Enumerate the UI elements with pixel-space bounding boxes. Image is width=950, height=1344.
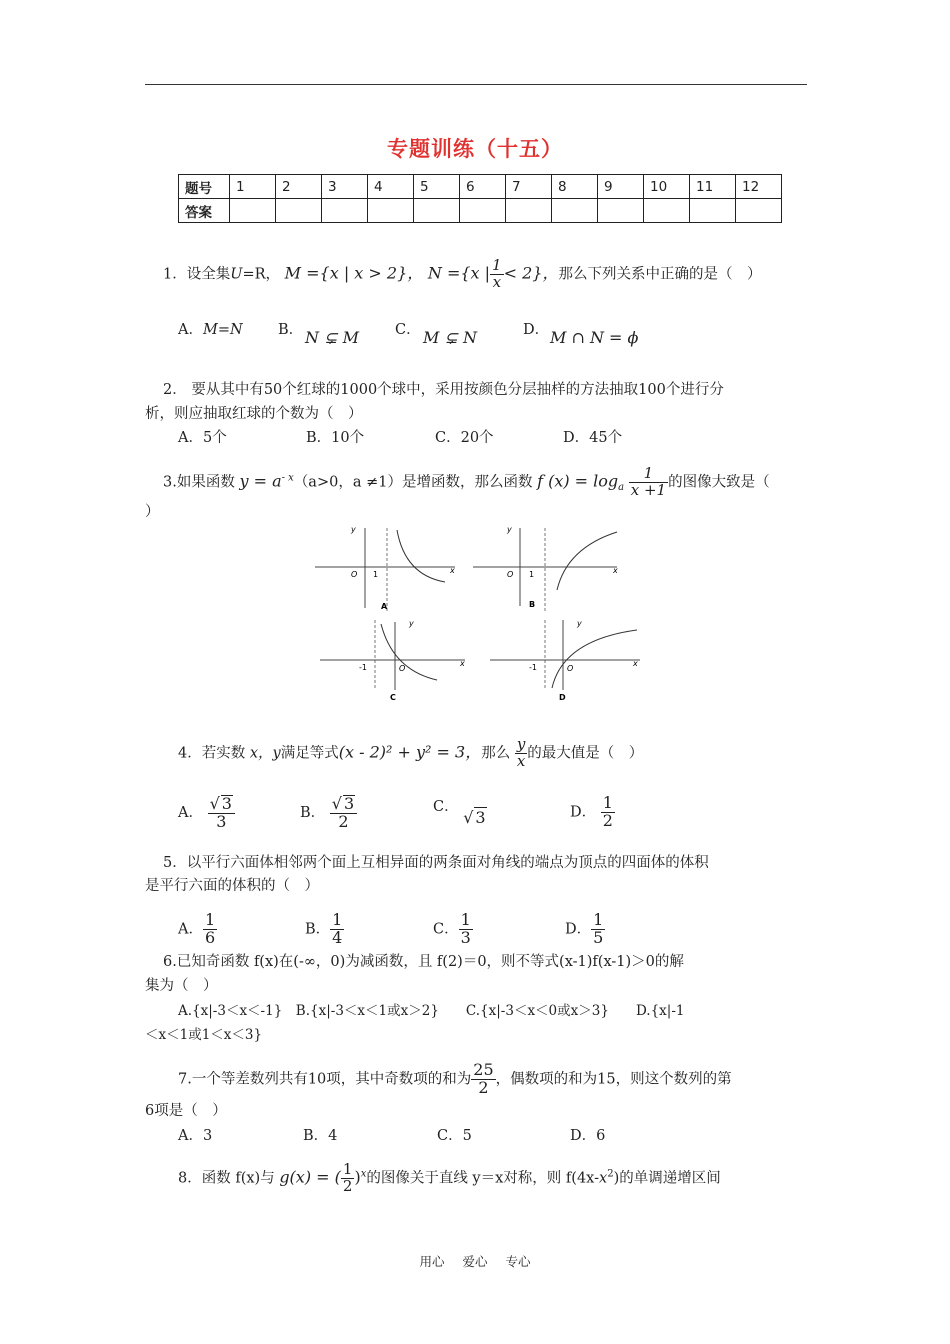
graph-b-curve bbox=[557, 532, 617, 590]
question-4-option-a[interactable]: A． $\frac{√ 3}{3}$ bbox=[178, 795, 235, 831]
question-6-line-1: 6.已知奇函数 f(x)在(-∞，0)为减函数，且 f(2)＝0，则不等式(x-1)f(x-1)＞0的解 bbox=[163, 954, 684, 970]
graph-c-x-label: x bbox=[460, 659, 465, 668]
graph-a[interactable] bbox=[315, 525, 455, 612]
question-1-stem: 1．设全集U=R， M ={x | x > 2}， N ={x | $\frac{1}{x}$ < 2}，那么下列关系中正确的是（ ） bbox=[163, 256, 762, 291]
question-number: 3 bbox=[322, 175, 368, 199]
answer-cell[interactable] bbox=[552, 199, 598, 223]
question-number: 11 bbox=[690, 175, 736, 199]
question-number: 10 bbox=[644, 175, 690, 199]
question-1-option-c[interactable]: C． bbox=[395, 322, 421, 338]
question-7-stem: 7.一个等差数列共有10项，其中奇数项的和为 $\frac{25}{2}$ ，偶数项的和为15，则这个数列的第 bbox=[178, 1060, 732, 1097]
table-row bbox=[179, 175, 782, 199]
question-7-option-a[interactable]: A．3 bbox=[178, 1128, 213, 1144]
graph-c-curve bbox=[381, 624, 437, 680]
graph-c-label: C bbox=[390, 693, 396, 702]
graph-b-tick: 1 bbox=[529, 570, 535, 579]
question-1-option-c-expr: M ⊊ N bbox=[423, 328, 477, 347]
graph-a-x-label: x bbox=[450, 566, 455, 575]
question-5-line-1: 5．以平行六面体相邻两个面上互相异面的两条面对角线的端点为顶点的四面体的体积 bbox=[163, 855, 709, 871]
answer-cell[interactable] bbox=[690, 199, 736, 223]
question-number: 9 bbox=[598, 175, 644, 199]
question-3-graphs bbox=[305, 520, 645, 705]
question-1-option-d-expr: M ∩ N = ϕ bbox=[550, 328, 639, 347]
answer-cell[interactable] bbox=[644, 199, 690, 223]
graph-d[interactable] bbox=[490, 619, 640, 702]
graph-c-origin: O bbox=[399, 664, 406, 673]
answer-cell[interactable] bbox=[230, 199, 276, 223]
question-6-options[interactable]: A.{x|-3＜x＜-1} B.{x|-3＜x＜1或x＞2} C.{x|-3＜x＜0或x＞3} D.{x|-1 bbox=[178, 1003, 685, 1019]
question-2-option-d[interactable]: D．45个 bbox=[563, 430, 623, 446]
question-4-option-c[interactable]: C． √ 3 bbox=[433, 799, 486, 827]
answer-cell[interactable] bbox=[506, 199, 552, 223]
page-title: 专题训练（十五） bbox=[387, 137, 563, 161]
question-5-option-d[interactable]: D． $\frac{1}{5}$ bbox=[565, 910, 604, 947]
question-1-option-b-expr: N ⊊ M bbox=[305, 328, 359, 347]
row-header-number: 题号 bbox=[179, 175, 230, 199]
graph-d-label: D bbox=[559, 693, 566, 702]
question-7-option-b[interactable]: B．4 bbox=[303, 1128, 338, 1144]
question-4-option-b[interactable]: B． $\frac{√ 3}{2}$ bbox=[300, 795, 357, 831]
question-2-option-c[interactable]: C．20个 bbox=[435, 430, 494, 446]
question-7-option-c[interactable]: C．5 bbox=[437, 1128, 472, 1144]
question-number: 6 bbox=[460, 175, 506, 199]
graph-b[interactable] bbox=[473, 525, 618, 612]
question-6-options-cont: ＜x＜1或1＜x＜3} bbox=[145, 1027, 263, 1043]
question-2-option-a[interactable]: A．5个 bbox=[178, 430, 227, 446]
question-7-option-d[interactable]: D．6 bbox=[570, 1128, 606, 1144]
page-footer: 用心 爱心 专心 bbox=[419, 1254, 531, 1269]
question-8-stem: 8．函数 f(x)与 g(x) = ( $\frac{1}{2}$ )$^x$的图像关于直线 y＝x对称，则 $f(4x-x^2)$的单调递增区间 bbox=[178, 1160, 721, 1195]
graph-a-curve bbox=[397, 530, 445, 582]
question-4-option-d[interactable]: D． $\frac{1}{2}$ bbox=[570, 793, 613, 830]
answer-cell[interactable] bbox=[368, 199, 414, 223]
graph-d-tick: -1 bbox=[529, 663, 537, 672]
graph-a-label: A bbox=[381, 602, 388, 611]
question-3-line-2: ） bbox=[145, 504, 160, 520]
question-5-option-a[interactable]: A． $\frac{1}{6}$ bbox=[178, 910, 216, 947]
question-7-line-2: 6项是（ ） bbox=[145, 1103, 227, 1119]
question-4-stem: 4．若实数 x，y满足等式(x - 2)² + y² = 3，那么 $\frac{y}{x}$ 的最大值是（ ） bbox=[178, 735, 644, 770]
graph-b-label: B bbox=[529, 600, 536, 609]
question-number: 1 bbox=[230, 175, 276, 199]
graph-c-y-label: y bbox=[409, 619, 414, 628]
row-header-answer: 答案 bbox=[179, 199, 230, 223]
graph-a-tick: 1 bbox=[373, 570, 379, 579]
answer-cell[interactable] bbox=[598, 199, 644, 223]
question-5-line-2: 是平行六面的体积的（ ） bbox=[145, 878, 319, 894]
question-number: 5 bbox=[414, 175, 460, 199]
question-2-line-2: 析，则应抽取红球的个数为（ ） bbox=[145, 406, 363, 422]
answer-cell[interactable] bbox=[414, 199, 460, 223]
graph-a-y-label: y bbox=[351, 525, 356, 534]
question-number: 2 bbox=[276, 175, 322, 199]
answer-table bbox=[178, 174, 782, 223]
graph-b-y-label: y bbox=[507, 525, 512, 534]
question-6-line-2: 集为（ ） bbox=[145, 978, 218, 994]
question-2-option-b[interactable]: B．10个 bbox=[306, 430, 365, 446]
answer-cell[interactable] bbox=[460, 199, 506, 223]
question-number: 7 bbox=[506, 175, 552, 199]
graph-b-x-label: x bbox=[613, 566, 618, 575]
question-number: 4 bbox=[368, 175, 414, 199]
answer-cell[interactable] bbox=[736, 199, 782, 223]
answer-cell[interactable] bbox=[322, 199, 368, 223]
graph-d-curve bbox=[552, 630, 637, 688]
question-1-option-a[interactable]: A．M=N bbox=[178, 322, 243, 338]
graph-a-origin: O bbox=[351, 570, 358, 579]
question-1-option-b[interactable]: B． bbox=[278, 322, 304, 338]
question-5-option-b[interactable]: B． $\frac{1}{4}$ bbox=[305, 910, 343, 947]
question-3-stem: 3.如果函数 $y = a^{- x}(a>0$，a ≠1）是增函数，那么函数 f $(x) = \log_a$ $\frac{1}{x +1}$ 的图像大致是（ bbox=[163, 464, 770, 499]
question-5-option-c[interactable]: C． $\frac{1}{3}$ bbox=[433, 910, 471, 947]
question-1-option-d[interactable]: D． bbox=[523, 322, 550, 338]
graph-d-origin: O bbox=[567, 664, 574, 673]
graph-d-y-label: y bbox=[577, 619, 582, 628]
table-row bbox=[179, 199, 782, 223]
question-number: 12 bbox=[736, 175, 782, 199]
question-2-line-1: 2． 要从其中有50个红球的1000个球中，采用按颜色分层抽样的方法抽取100个进行分 bbox=[163, 382, 724, 398]
answer-cell[interactable] bbox=[276, 199, 322, 223]
question-number: 8 bbox=[552, 175, 598, 199]
header-rule bbox=[145, 84, 807, 85]
graph-c-tick: -1 bbox=[359, 663, 367, 672]
graph-c[interactable] bbox=[320, 619, 465, 702]
graph-b-origin: O bbox=[507, 570, 514, 579]
graph-d-x-label: x bbox=[633, 659, 638, 668]
